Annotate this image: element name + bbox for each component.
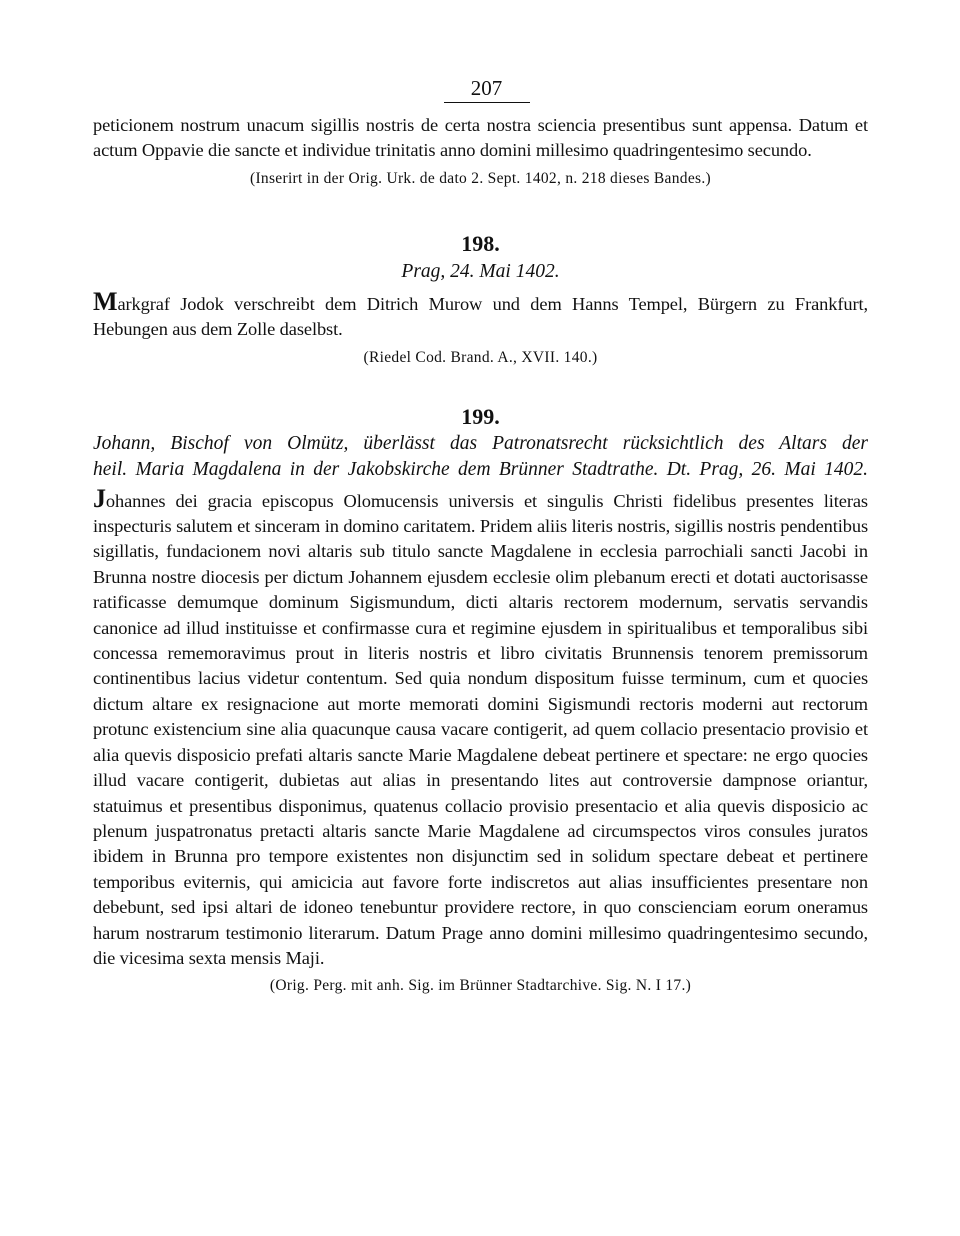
document-page <box>93 74 868 997</box>
regest-body: arkgraf Jodok verschreibt dem Ditrich Murow und dem Hanns Tempel, Bürgern zu Frankfurt, Hebungen aus dem Zolle daselbst. <box>93 293 868 340</box>
initial-letter: M <box>93 286 118 316</box>
regest-title <box>93 431 868 483</box>
charter-text <box>93 483 868 972</box>
charter-body: ohannes dei gracia episcopus Olomucensis universis et singulis Christi fidelibus presentes literas inspecturis salutem et sinceram in domino caritatem. Pridem aliis literis nostris, sigillis nostris pendentibus sigillatis, fundacionem novi altaris sub titulo sancte Magdalene in ecclesia parrochiali sancti Jacobi in Brunna nostre diocesis per dictum Johannem ejusdem ecclesie olim plebanum erecti et dotati auctorisasse ratificasse demumque dominum Sigismundum, dicti altaris rectorem modernum, servatis servandis canonice ad illud instituisse et confirmasse cura et regimine ejusdem in spiritualibus et temporalibus sibi concessa rememoravimus prout in literis nostris et libro civitatis Brunnensis tenorem premissorum continentibus lacius videtur contentum. Sed quia nondum dispositum fuisse terminum, cum et quocies dictum altare ex resignacione aut morte memorati domini Sigismundi rectoris moderni aut rectorum protunc existencium sine alia quacunque causa vacare contigerit, ad quem collacio presentacio provisio et alia quevis disposicio prefati altaris sancte Marie Magdalene debeat pertinere et spectare: ne ergo quocies illud vacare contigerit, dubietas aut alias in presentando lites aut controversie dampnose oriantur, statuimus et presentibus disponimus, quatenus collacio provisio presentacio et alia quevis disposicio ac plenum juspatronatus pretacti altaris sancte Marie Magdalene ad circumspectos viros consules juratos ibidem in Brunna pro tempore existentes non disjunctim sed in solidum spectare debeat et pertinere temporibus eviternis, qui amicicia aut favore forte indiscretos aut alias insufficientes presentare non debebunt, sed ipsi altari de idoneo tenebuntur providere rectore, in quo conscienciam eorum oneramus harum nostrarum testimonio literarum. Datum Prage anno domini millesimo quadringentesimo secundo, die vicesima sexta mensis Maji. <box>93 490 868 968</box>
document-number: 198. <box>461 230 500 256</box>
regest-title-line: Johann, Bischof von Olmütz, überlässt das Patronatsrecht rücksichtlich des Altars der <box>93 432 868 454</box>
regest-text <box>93 286 868 343</box>
document-198 <box>93 230 868 369</box>
continued-source-note: (Inserirt in der Orig. Urk. de dato 2. Sept. 1402, n. 218 dieses Bandes.) <box>250 169 711 187</box>
continued-text: peticionem nostrum unacum sigillis nostris de certa nostra sciencia presentibus sunt appensa. Datum et actum Oppavie die sancte et individue trinitatis anno domini millesimo quadringentesimo secundo. <box>93 115 868 161</box>
dateline: Prag, 24. Mai 1402. <box>401 260 560 282</box>
document-199 <box>93 403 868 998</box>
regest-title-line: heil. Maria Magdalena in der Jakobskirche dem Brünner Stadtrathe. Dt. Prag, 26. Mai 1402. <box>93 458 868 480</box>
source-note: (Orig. Perg. mit anh. Sig. im Brünner Stadtarchive. Sig. N. I 17.) <box>269 977 692 995</box>
document-number: 199. <box>461 403 500 429</box>
source-note: (Riedel Cod. Brand. A., XVII. 140.) <box>363 348 598 366</box>
page-number-rule <box>444 102 530 103</box>
initial-letter: J <box>93 483 106 513</box>
page-number: 207 <box>470 76 503 100</box>
